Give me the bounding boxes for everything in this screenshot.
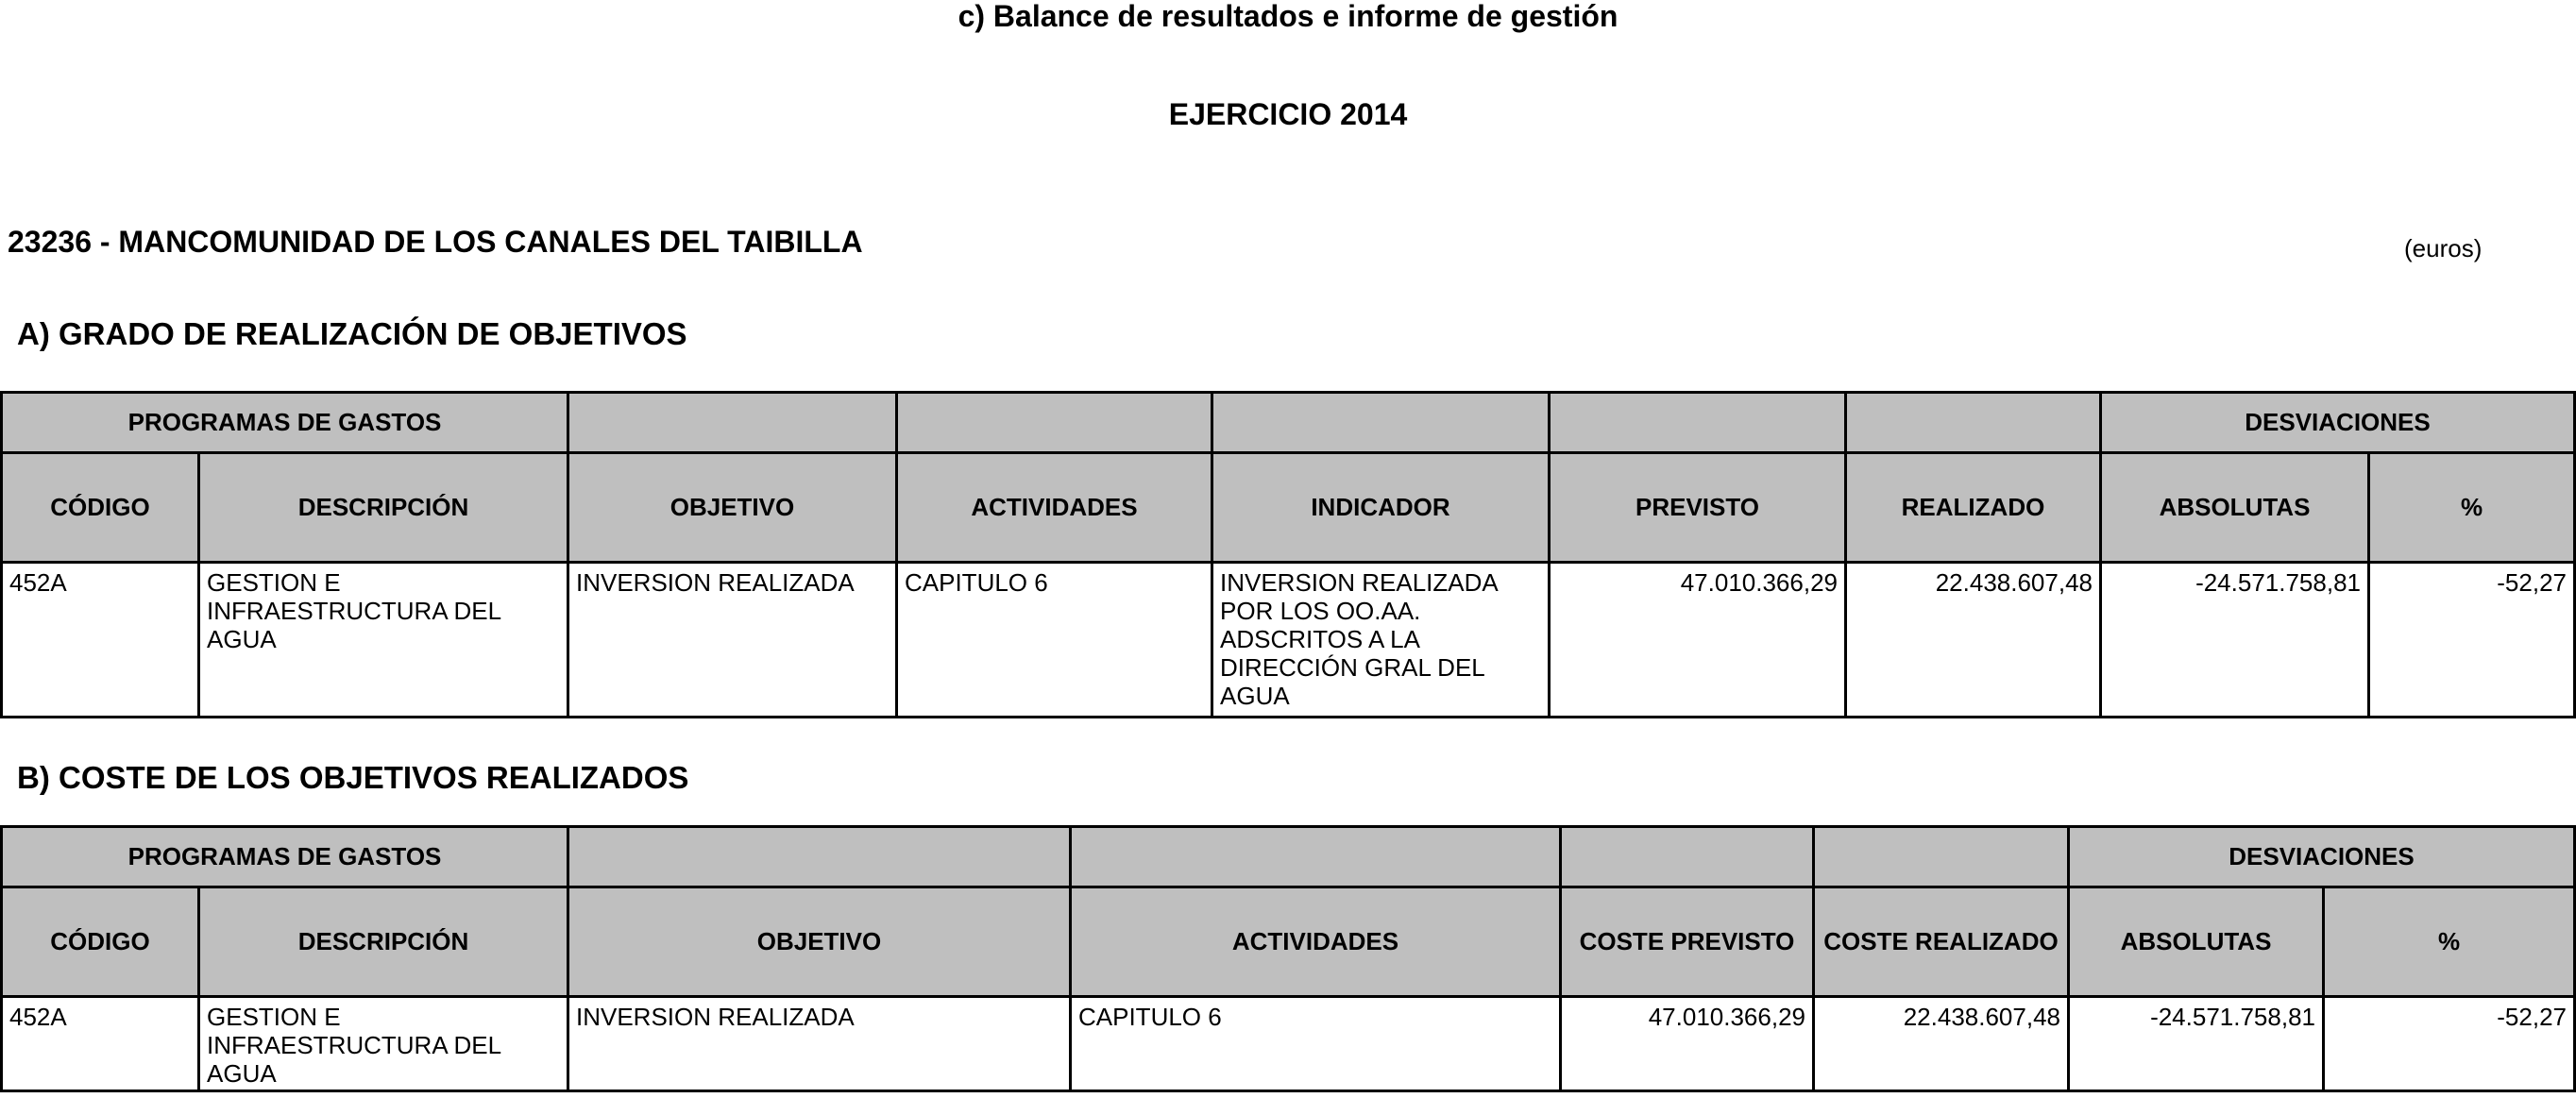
col-header-indicador: INDICADOR: [1212, 453, 1550, 563]
cell-actividades: CAPITULO 6: [897, 563, 1212, 718]
section-a-title: A) GRADO DE REALIZACIÓN DE OBJETIVOS: [17, 316, 687, 351]
objectives-table: [0, 391, 2576, 718]
group-header-blank: [1550, 393, 1846, 453]
col-header-absolutas: ABSOLUTAS: [2101, 453, 2369, 563]
group-header-blank: [1814, 827, 2069, 887]
col-header-codigo: CÓDIGO: [2, 887, 199, 997]
col-header-pct: %: [2324, 887, 2575, 997]
fiscal-year: EJERCICIO 2014: [1168, 97, 1408, 131]
group-header-desviaciones: DESVIACIONES: [2069, 827, 2575, 887]
cell-objetivo: INVERSION REALIZADA: [568, 997, 1071, 1091]
currency-units: (euros): [2404, 234, 2483, 262]
group-header-blank: [1212, 393, 1550, 453]
col-header-objetivo: OBJETIVO: [568, 453, 897, 563]
table-row: [2, 563, 2575, 718]
col-header-codigo: CÓDIGO: [2, 453, 199, 563]
section-b-title: B) COSTE DE LOS OBJETIVOS REALIZADOS: [17, 760, 689, 795]
col-header-objetivo: OBJETIVO: [568, 887, 1071, 997]
cell-realizado: 22.438.607,48: [1846, 563, 2101, 718]
cell-pct: -52,27: [2324, 997, 2575, 1091]
report-title: c) Balance de resultados e informe de gestión: [958, 0, 1618, 33]
cell-coste-previsto: 47.010.366,29: [1561, 997, 1814, 1091]
cell-descripcion: GESTION E INFRAESTRUCTURA DEL AGUA: [199, 563, 568, 718]
cell-coste-realizado: 22.438.607,48: [1814, 997, 2069, 1091]
table-row: [2, 997, 2575, 1091]
cell-absolutas: -24.571.758,81: [2101, 563, 2369, 718]
group-header-blank: [1071, 827, 1561, 887]
col-header-realizado: REALIZADO: [1846, 453, 2101, 563]
col-header-coste-previsto: COSTE PREVISTO: [1561, 887, 1814, 997]
cell-previsto: 47.010.366,29: [1550, 563, 1846, 718]
group-header-blank: [568, 393, 897, 453]
col-header-descripcion: DESCRIPCIÓN: [199, 887, 568, 997]
col-header-actividades: ACTIVIDADES: [1071, 887, 1561, 997]
group-header-programas: PROGRAMAS DE GASTOS: [2, 393, 568, 453]
cell-objetivo: INVERSION REALIZADA: [568, 563, 897, 718]
group-header-blank: [568, 827, 1071, 887]
cell-codigo: 452A: [2, 997, 199, 1091]
group-header-desviaciones: DESVIACIONES: [2101, 393, 2575, 453]
cell-indicador: INVERSION REALIZADA POR LOS OO.AA. ADSCRITOS A LA DIRECCIÓN GRAL DEL AGUA: [1212, 563, 1550, 718]
col-header-actividades: ACTIVIDADES: [897, 453, 1212, 563]
col-header-descripcion: DESCRIPCIÓN: [199, 453, 568, 563]
group-header-blank: [897, 393, 1212, 453]
cell-actividades: CAPITULO 6: [1071, 997, 1561, 1091]
cell-descripcion: GESTION E INFRAESTRUCTURA DEL AGUA: [199, 997, 568, 1091]
group-header-programas: PROGRAMAS DE GASTOS: [2, 827, 568, 887]
costs-table: [0, 825, 2576, 1092]
col-header-coste-realizado: COSTE REALIZADO: [1814, 887, 2069, 997]
col-header-previsto: PREVISTO: [1550, 453, 1846, 563]
group-header-blank: [1846, 393, 2101, 453]
entity-name: 23236 - MANCOMUNIDAD DE LOS CANALES DEL TAIBILLA: [8, 225, 863, 259]
cell-codigo: 452A: [2, 563, 199, 718]
col-header-absolutas: ABSOLUTAS: [2069, 887, 2324, 997]
cell-pct: -52,27: [2369, 563, 2575, 718]
col-header-pct: %: [2369, 453, 2575, 563]
group-header-blank: [1561, 827, 1814, 887]
cell-absolutas: -24.571.758,81: [2069, 997, 2324, 1091]
